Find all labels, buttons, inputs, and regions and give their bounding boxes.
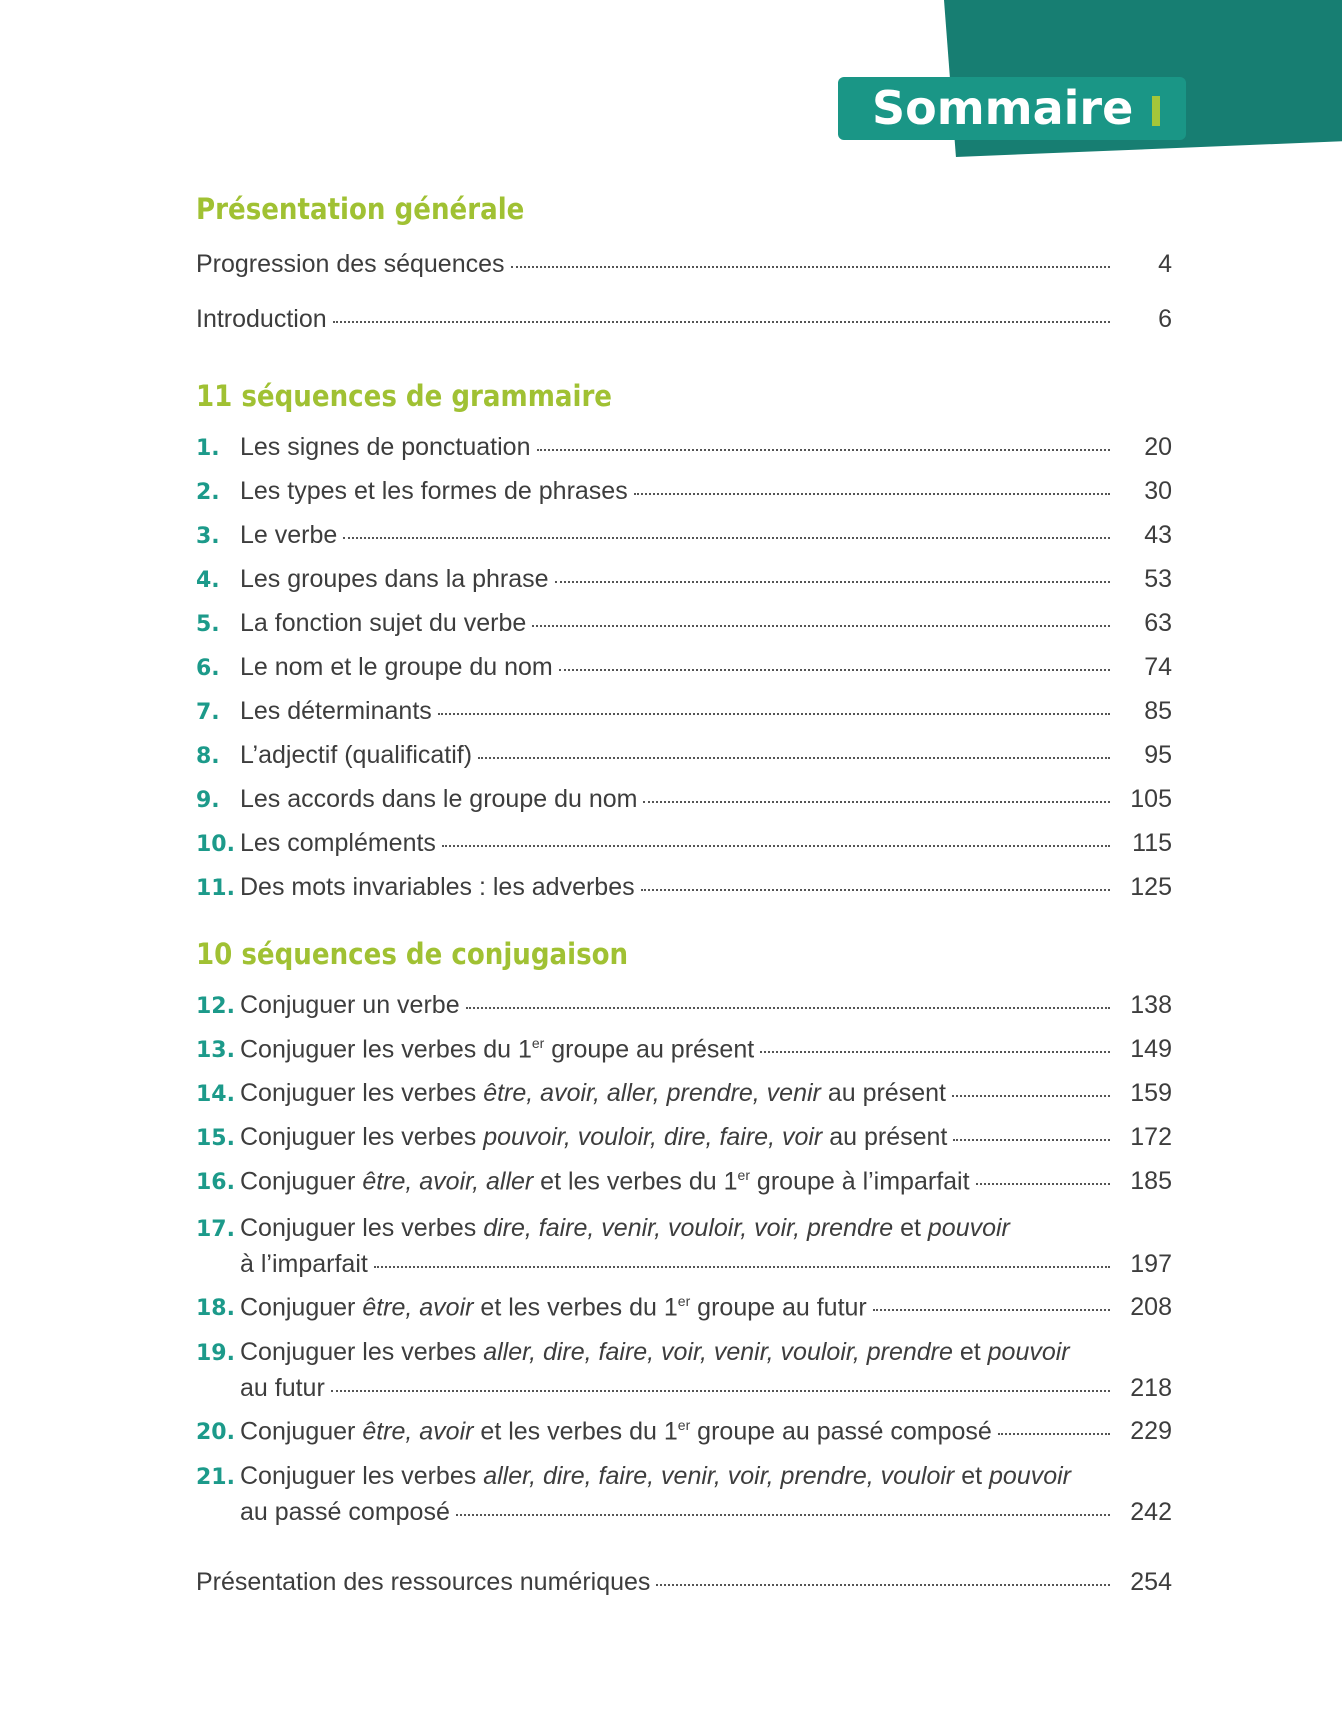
toc-entry-page: 229 [1130, 1417, 1172, 1446]
dot-leader [559, 669, 1110, 671]
dot-leader [343, 537, 1110, 539]
toc-entry-label: Les compléments [240, 829, 436, 857]
toc-entry[interactable] [196, 609, 1172, 649]
toc-entry-number: 3. [196, 524, 220, 549]
toc-entry-number: 18. [196, 1296, 235, 1322]
dot-leader [456, 1514, 1110, 1516]
toc-entry-number: 1. [196, 436, 220, 461]
dot-leader [537, 449, 1111, 451]
toc-entry-page: 172 [1130, 1123, 1172, 1151]
toc-entry-page: 85 [1144, 697, 1172, 725]
toc-entry-label: Le verbe [240, 521, 338, 549]
dot-leader [873, 1309, 1110, 1311]
toc-entry-page: 63 [1144, 609, 1172, 637]
dot-leader [634, 493, 1110, 495]
toc-entry-label: Conjuguer les verbes pouvoir, vouloir, dire, faire, voir au présent [240, 1123, 948, 1151]
toc-entry-number: 21. [196, 1465, 235, 1490]
toc-entry-page: 105 [1130, 785, 1172, 813]
toc-entry-label: Conjuguer être, avoir et les verbes du 1er groupe au futur [240, 1293, 867, 1322]
toc-entry-label: La fonction sujet du verbe [240, 609, 527, 637]
toc-entry-page: 20 [1144, 433, 1172, 461]
dot-leader [643, 801, 1110, 803]
toc-entry[interactable] [196, 1293, 1172, 1333]
toc-entry[interactable] [196, 1123, 1172, 1163]
dot-leader [952, 1095, 1110, 1097]
dot-leader [478, 757, 1110, 759]
dot-leader [331, 1390, 1110, 1392]
toc-entry-label: Conjuguer être, avoir et les verbes du 1er groupe au passé composé [240, 1417, 992, 1446]
dot-leader [442, 845, 1110, 847]
toc-entry-label: Conjuguer les verbes être, avoir, aller, prendre, venir au présent [240, 1079, 946, 1107]
dot-leader [438, 713, 1110, 715]
toc-entry[interactable] [196, 1167, 1172, 1207]
toc-entry-page: 208 [1130, 1293, 1172, 1322]
toc-entry[interactable] [196, 1417, 1172, 1457]
toc-entry-label: Introduction [196, 305, 327, 333]
toc-entry-number: 19. [196, 1341, 235, 1366]
toc-entry[interactable] [196, 873, 1172, 913]
toc-entry-number: 16. [196, 1170, 235, 1196]
section-heading-general: Présentation générale [196, 192, 525, 226]
toc-entry-label: Les signes de ponctuation [240, 433, 531, 461]
toc-entry-page: 53 [1144, 565, 1172, 593]
toc-entry-label: Des mots invariables : les adverbes [240, 873, 635, 901]
dot-leader [656, 1584, 1110, 1586]
toc-entry-page: 185 [1130, 1167, 1172, 1196]
toc-entry-page: 197 [1130, 1250, 1172, 1278]
toc-entry-number: 14. [196, 1082, 235, 1107]
dot-leader [641, 889, 1110, 891]
toc-entry[interactable] [196, 1214, 1172, 1288]
toc-entry-label: L’adjectif (qualificatif) [240, 741, 473, 769]
toc-entry[interactable] [196, 1035, 1172, 1075]
toc-entry-number: 13. [196, 1038, 235, 1064]
toc-entry-label-continued: au futur [240, 1374, 325, 1402]
toc-entry-number: 7. [196, 700, 220, 725]
toc-entry-number: 8. [196, 744, 220, 769]
section-heading-conjugation: 10 séquences de conjugaison [196, 937, 629, 971]
toc-entry[interactable] [196, 250, 1172, 290]
dot-leader [466, 1007, 1110, 1009]
toc-entry[interactable] [196, 697, 1172, 737]
toc-entry-number: 12. [196, 994, 235, 1019]
toc-entry-number: 17. [196, 1217, 235, 1242]
toc-entry[interactable] [196, 1462, 1172, 1536]
toc-entry-page: 149 [1130, 1035, 1172, 1064]
toc-entry[interactable] [196, 785, 1172, 825]
toc-entry-label: Conjuguer un verbe [240, 991, 460, 1019]
dot-leader [953, 1139, 1110, 1141]
toc-entry-page: 242 [1130, 1498, 1172, 1526]
dot-leader [333, 321, 1110, 323]
dot-leader [555, 581, 1110, 583]
toc-entry-label: Les types et les formes de phrases [240, 477, 628, 505]
toc-entry[interactable] [196, 477, 1172, 517]
toc-entry[interactable] [196, 653, 1172, 693]
toc-entry-label: Conjuguer les verbes dire, faire, venir, vouloir, voir, prendre et pouvoir [240, 1214, 1010, 1242]
toc-entry-number: 15. [196, 1126, 235, 1151]
toc-entry-label: Conjuguer les verbes aller, dire, faire, voir, venir, vouloir, prendre et pouvoir [240, 1338, 1070, 1366]
toc-entry-number: 9. [196, 788, 220, 813]
section-heading-grammar: 11 séquences de grammaire [196, 379, 613, 413]
toc-entry-number: 4. [196, 568, 220, 593]
title-box [838, 77, 1186, 140]
dot-leader [976, 1183, 1110, 1185]
toc-entry[interactable] [196, 565, 1172, 605]
toc-entry-label: Présentation des ressources numériques [196, 1568, 651, 1596]
dot-leader [511, 266, 1110, 268]
toc-entry-label: Conjuguer être, avoir, aller et les verbes du 1er groupe à l’imparfait [240, 1167, 970, 1196]
toc-entry-page: 125 [1130, 873, 1172, 901]
toc-entry[interactable] [196, 741, 1172, 781]
toc-entry[interactable] [196, 1568, 1172, 1608]
toc-entry-page: 6 [1158, 305, 1172, 333]
toc-entry-page: 4 [1158, 250, 1172, 278]
toc-entry-number: 2. [196, 480, 220, 505]
toc-entry-label: Les déterminants [240, 697, 432, 725]
toc-entry-label: Le nom et le groupe du nom [240, 653, 553, 681]
toc-entry[interactable] [196, 991, 1172, 1031]
toc-entry[interactable] [196, 521, 1172, 561]
toc-entry-label: Conjuguer les verbes du 1er groupe au présent [240, 1035, 755, 1064]
toc-entry-number: 6. [196, 656, 220, 681]
toc-entry-page: 159 [1130, 1079, 1172, 1107]
toc-entry-label-continued: à l’imparfait [240, 1250, 368, 1278]
title-accent-bar [1152, 96, 1160, 126]
toc-entry-page: 218 [1130, 1374, 1172, 1402]
toc-entry[interactable] [196, 829, 1172, 869]
page-title: Sommaire [872, 81, 1134, 135]
toc-entry-label: Progression des séquences [196, 250, 505, 278]
dot-leader [760, 1051, 1110, 1053]
toc-entry[interactable] [196, 1338, 1172, 1412]
toc-entry-label-continued: au passé composé [240, 1498, 450, 1526]
toc-entry[interactable] [196, 1079, 1172, 1119]
toc-entry-page: 115 [1132, 829, 1172, 857]
dot-leader [532, 625, 1110, 627]
toc-entry-page: 95 [1144, 741, 1172, 769]
toc-entry-page: 74 [1144, 653, 1172, 681]
toc-entry-page: 30 [1144, 477, 1172, 505]
dot-leader [374, 1266, 1110, 1268]
toc-entry-page: 138 [1130, 991, 1172, 1019]
toc-entry-number: 11. [196, 876, 235, 901]
toc-entry-number: 20. [196, 1420, 235, 1446]
toc-entry[interactable] [196, 433, 1172, 473]
toc-entry-number: 10. [196, 832, 235, 857]
toc-entry-label: Les groupes dans la phrase [240, 565, 549, 593]
toc-entry-page: 254 [1130, 1568, 1172, 1596]
toc-entry-number: 5. [196, 612, 220, 637]
dot-leader [998, 1433, 1110, 1435]
toc-entry-label: Les accords dans le groupe du nom [240, 785, 638, 813]
toc-entry[interactable] [196, 305, 1172, 345]
toc-entry-label: Conjuguer les verbes aller, dire, faire, venir, voir, prendre, vouloir et pouvoir [240, 1462, 1072, 1490]
toc-entry-page: 43 [1144, 521, 1172, 549]
